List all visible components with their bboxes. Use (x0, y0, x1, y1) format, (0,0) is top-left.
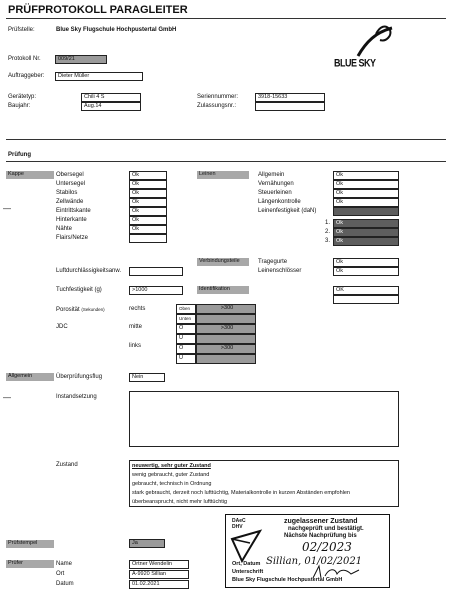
glider-emblem-icon (230, 529, 270, 565)
zustand-option[interactable]: stark gebraucht, derzeit noch lufttüchtig, Materialkontrolle in kurzen Abständen empfohlen (132, 490, 350, 496)
seriennummer-label: Seriennummer: (197, 94, 239, 100)
kappe-item-value[interactable]: Ok (129, 198, 167, 207)
leinen-item-value[interactable]: Ok (333, 171, 399, 180)
divider-device (6, 139, 446, 140)
logo-swoosh-icon (336, 22, 396, 58)
festigkeit-row-value[interactable]: Ok (333, 237, 399, 246)
seriennummer-field[interactable]: 3918-15633 (255, 93, 325, 102)
porositaet-rechts-unten[interactable] (196, 314, 256, 324)
mitte-label: mitte (129, 324, 143, 330)
tuchfestigkeit-label: Tuchfestigkeit (g) (56, 287, 102, 293)
kappe-item-value[interactable]: Ok (129, 171, 167, 180)
links-label: links (129, 343, 142, 349)
porositaet-mitte-u-label: U (176, 334, 196, 344)
zustand-label: Zustand (56, 462, 78, 468)
approval-stamp (225, 514, 390, 588)
leinenfestigkeit-header-cell (333, 207, 399, 216)
porositaet-unit: (Sekunden) (81, 307, 105, 312)
leinen-item-value[interactable]: Ok (333, 189, 399, 198)
instandsetzung-field[interactable] (129, 391, 399, 447)
stamp-org-1: DAeC (232, 518, 246, 524)
zustand-option[interactable]: gebraucht, technisch in Ordnung (132, 481, 212, 487)
stamp-title-3: Nächste Nachprüfung bis (284, 533, 357, 539)
kappe-item-label: Nähte (56, 226, 73, 232)
kappe-item-label: Obersegel (56, 172, 84, 178)
kappe-item-value[interactable]: Ok (129, 180, 167, 189)
protokoll-field[interactable]: 009/21 (55, 55, 107, 64)
blue-sky-logo (330, 22, 400, 70)
verbindung-item-label: Tragegurte (258, 259, 288, 265)
name-label: Name (56, 561, 73, 567)
porositaet-unten-label: Unten (176, 314, 196, 324)
margin-dash: — (3, 393, 11, 402)
porositaet-label-text: Porosität (56, 307, 80, 313)
zustand-option[interactable]: überbeansprucht, nicht mehr lufttüchtig (132, 499, 228, 505)
ueberpruefungsflug-label: Überprüfungsflug (56, 374, 103, 380)
kappe-item-value[interactable]: Ok (129, 225, 167, 234)
pruefstelle-value: Blue Sky Flugschule Hochpustertal GmbH (56, 27, 177, 33)
pruefung-section-title: Prüfung (8, 152, 31, 158)
festigkeit-row-number: 1. (325, 220, 331, 226)
stamp-next-date: 02/2023 (302, 540, 352, 554)
baujahr-field[interactable]: Aug.14 (81, 102, 141, 111)
stamp-company: Blue Sky Flugschule Hochpustertal GmbH (232, 577, 343, 583)
ueberpruefungsflug-field[interactable]: Nein (129, 373, 165, 382)
stamp-ort-value: Sillian, 01/02/2021 (266, 556, 363, 567)
luftdurchlaessigkeit-field[interactable] (129, 267, 183, 276)
auftraggeber-label: Auftraggeber: (8, 73, 45, 79)
kappe-heading: Kappe (6, 171, 54, 179)
verbindung-item-value[interactable]: Ok (333, 267, 399, 276)
pruefstempel-heading: Prüfstempel (6, 540, 54, 548)
leinenfestigkeit-label: Leinenfestigkeit (daN) (258, 208, 317, 214)
porositaet-links-u[interactable] (196, 354, 256, 364)
porositaet-rechts-oben[interactable]: >300 (196, 304, 256, 314)
kappe-item-value[interactable]: Ok (129, 189, 167, 198)
festigkeit-row-number: 2. (325, 229, 331, 235)
kappe-item-label: Zellwände (56, 199, 84, 205)
porositaet-label (56, 306, 105, 314)
datum-field[interactable]: 01.02.2021 (129, 580, 189, 589)
kappe-item-label: Stabilos (56, 190, 78, 196)
kappe-item-label: Eintrittskante (56, 208, 91, 214)
ort-field[interactable]: A-9920 Sillian (129, 570, 189, 579)
leinen-item-value[interactable]: Ok (333, 198, 399, 207)
zustand-option[interactable]: wenig gebraucht, guter Zustand (132, 472, 210, 478)
stamp-title-2: nachgeprüft und bestätigt. (288, 526, 364, 532)
porositaet-links-o-label: O (176, 344, 196, 354)
title-underline (6, 18, 446, 19)
luftdurchlaessigkeit-label: Luftdurchlässigkeitsanw. (56, 268, 122, 274)
porositaet-mitte-o[interactable]: >300 (196, 324, 256, 334)
auftraggeber-field[interactable]: Dieter Müller (55, 72, 143, 81)
stamp-org-2: DHV (232, 524, 243, 530)
identifikation-field[interactable]: OK (333, 286, 399, 295)
leinen-item-label: Vernähungen (258, 181, 294, 187)
leinen-heading: Leinen (197, 171, 249, 179)
baujahr-label: Baujahr: (8, 103, 31, 109)
verbindung-item-label: Leinenschlösser (258, 268, 302, 274)
kappe-item-label: Flairs/Netze (56, 235, 89, 241)
identifikation-heading: Identifikation (197, 286, 249, 294)
verbindung-item-value[interactable]: Ok (333, 258, 399, 267)
name-field[interactable]: Ortner Wendelin (129, 560, 189, 569)
porositaet-oben-label: Oben (176, 304, 196, 314)
leinen-item-label: Allgemein (258, 172, 285, 178)
festigkeit-row-value[interactable]: Ok (333, 219, 399, 228)
porositaet-mitte-u[interactable] (196, 334, 256, 344)
protokoll-label: Protokoll Nr. (8, 56, 41, 62)
porositaet-mitte-o-label: O (176, 324, 196, 334)
pruefer-heading: Prüfer (6, 560, 54, 568)
kappe-item-value[interactable] (129, 234, 167, 243)
zustand-box (129, 460, 399, 507)
festigkeit-row-number: 3. (325, 238, 331, 244)
stamp-title-1: zugelassener Zustand (284, 518, 358, 525)
tuchfestigkeit-field[interactable]: >1000 (129, 286, 183, 295)
jdc-label: JDC (56, 324, 68, 330)
kappe-item-label: Hinterkante (56, 217, 87, 223)
rechts-label: rechts (129, 306, 146, 312)
zulassung-label: Zulassungsnr.: (197, 103, 237, 109)
kappe-item-label: Untersegel (56, 181, 86, 187)
porositaet-links-o[interactable]: >300 (196, 344, 256, 354)
page-title: PRÜFPROTOKOLL PARAGLEITER (8, 4, 188, 16)
verbindungsteile-heading: Verbindungsteile (197, 258, 249, 266)
pruefstempel-field[interactable]: Ja (129, 539, 165, 548)
pruefstelle-label: Prüfstelle: (8, 27, 35, 33)
leinen-item-label: Längenkontrolle (258, 199, 301, 205)
identifikation-extra-field[interactable] (333, 295, 399, 304)
zustand-option-selected[interactable]: neuwertig, sehr guter Zustand (132, 463, 211, 469)
festigkeit-row-value[interactable]: Ok (333, 228, 399, 237)
allgemein-heading: Allgemein (6, 373, 54, 381)
leinen-item-label: Steuerleinen (258, 190, 292, 196)
geraetetyp-label: Gerätetyp: (8, 94, 37, 100)
instandsetzung-label: Instandsetzung (56, 394, 97, 400)
kappe-item-value[interactable]: Ok (129, 216, 167, 225)
porositaet-links-u-label: U (176, 354, 196, 364)
ort-label: Ort (56, 571, 65, 577)
margin-dash: — (3, 204, 11, 213)
divider-pruefung (6, 161, 446, 162)
stamp-unterschrift-label: Unterschrift (232, 569, 264, 575)
geraetetyp-field[interactable]: Chili 4 S (81, 93, 141, 102)
zulassung-field[interactable] (255, 102, 325, 111)
leinen-item-value[interactable]: Ok (333, 180, 399, 189)
stamp-ort-label: Ort, Datum (232, 561, 261, 567)
kappe-item-value[interactable]: Ok (129, 207, 167, 216)
datum-label: Datum (56, 581, 74, 587)
logo-text: BLUE SKY (334, 57, 376, 69)
